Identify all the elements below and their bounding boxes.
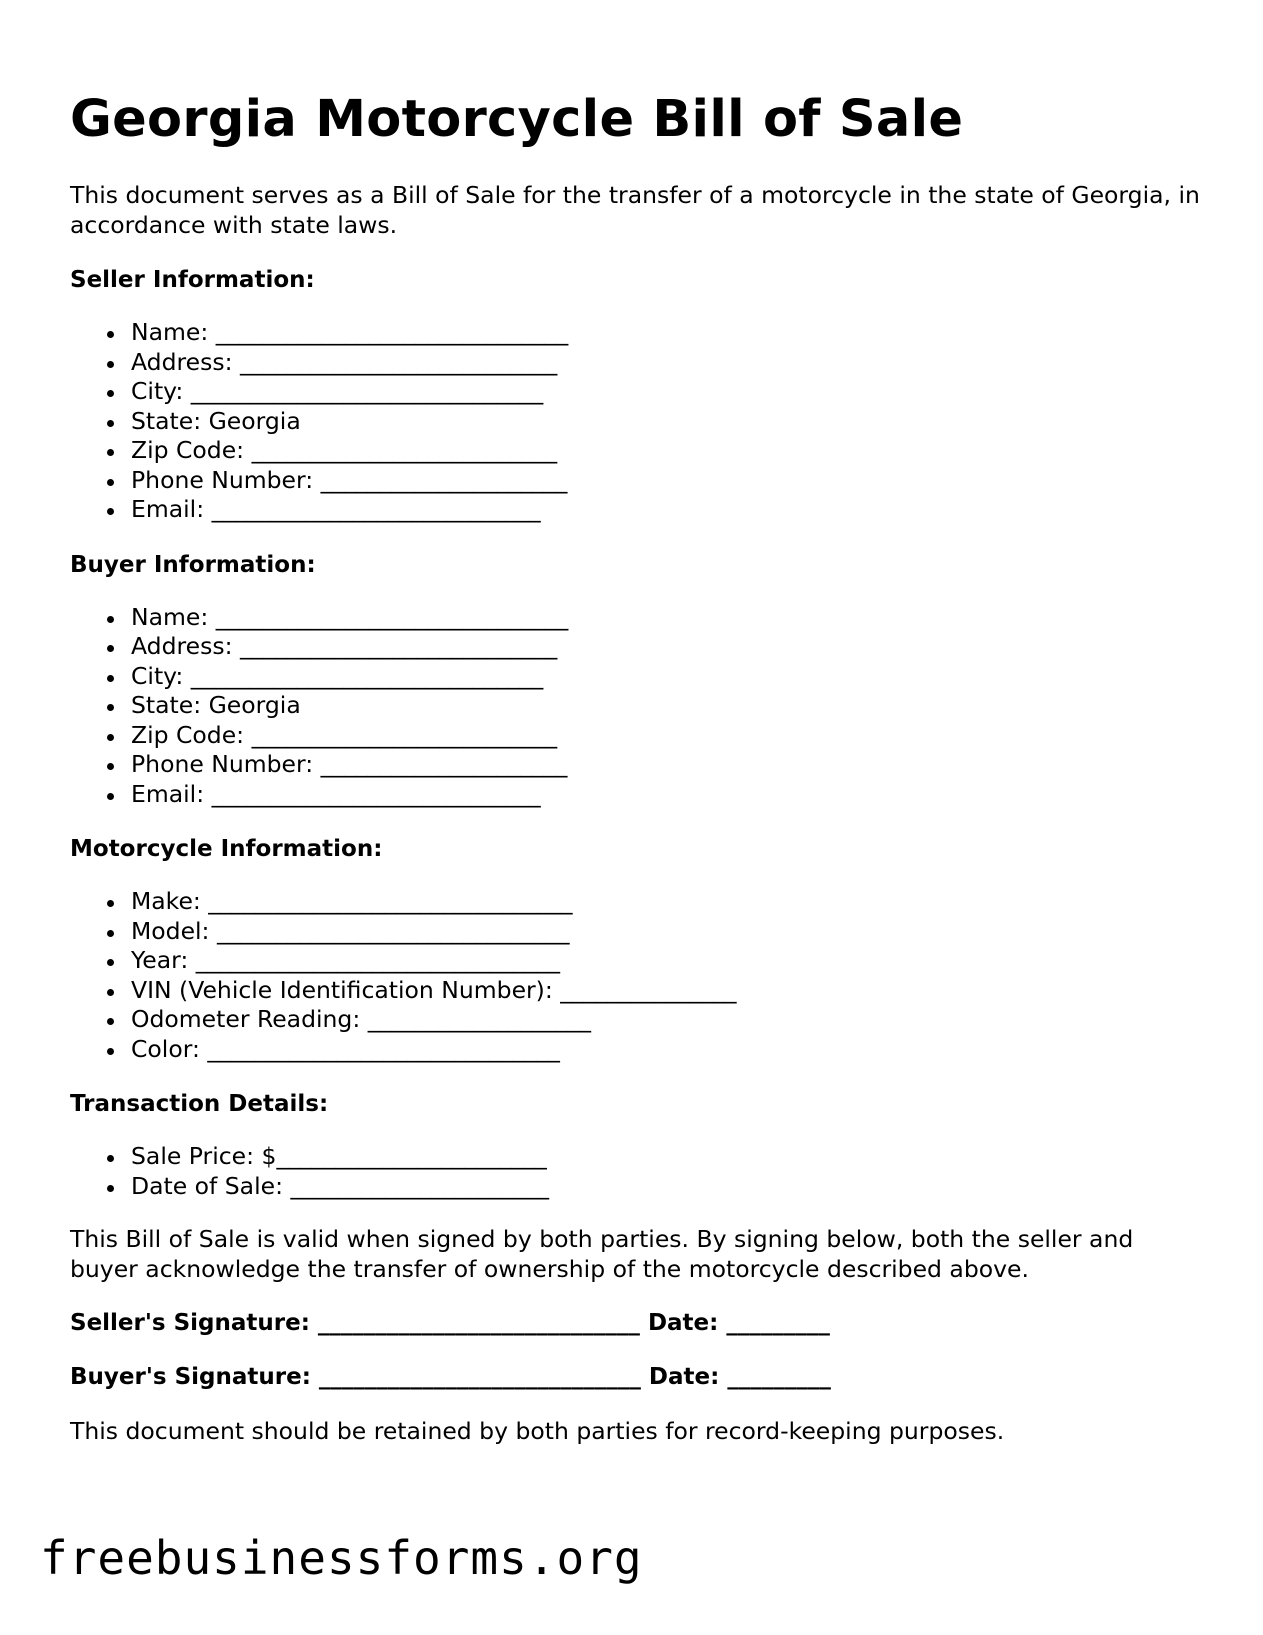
seller-name-field: Name: ______________________________ <box>131 318 1200 348</box>
seller-email-field: Email: ____________________________ <box>131 495 1200 525</box>
buyer-address-field: Address: ___________________________ <box>131 632 1200 662</box>
motorcycle-model-field: Model: ______________________________ <box>131 917 1200 947</box>
seller-state-field: State: Georgia <box>131 407 1200 437</box>
seller-city-field: City: ______________________________ <box>131 377 1200 407</box>
seller-signature-line: Seller's Signature: ____________________________ Date: _________ <box>70 1310 830 1336</box>
motorcycle-info-list <box>70 887 1200 1064</box>
sale-date-field: Date of Sale: ______________________ <box>131 1172 1200 1202</box>
buyer-name-field: Name: ______________________________ <box>131 603 1200 633</box>
closing-paragraph: This Bill of Sale is valid when signed by both parties. By signing below, both the seller and buyer acknowledge the transfer of ownership of the motorcycle described above. <box>70 1225 1134 1283</box>
motorcycle-year-field: Year: _______________________________ <box>131 946 1200 976</box>
buyer-state-field: State: Georgia <box>131 691 1200 721</box>
motorcycle-color-field: Color: ______________________________ <box>131 1035 1200 1065</box>
buyer-signature-line: Buyer's Signature: ____________________________ Date: _________ <box>70 1364 831 1390</box>
document-title: Georgia Motorcycle Bill of Sale <box>70 90 964 149</box>
motorcycle-make-field: Make: _______________________________ <box>131 887 1200 917</box>
seller-phone-field: Phone Number: _____________________ <box>131 466 1200 496</box>
buyer-city-field: City: ______________________________ <box>131 662 1200 692</box>
seller-address-field: Address: ___________________________ <box>131 348 1200 378</box>
buyer-zip-field: Zip Code: __________________________ <box>131 721 1200 751</box>
seller-info-list <box>70 318 1200 525</box>
seller-zip-field: Zip Code: __________________________ <box>131 436 1200 466</box>
buyer-phone-field: Phone Number: _____________________ <box>131 750 1200 780</box>
document-page <box>70 78 1200 1446</box>
motorcycle-section-heading: Motorcycle Information: <box>70 836 383 862</box>
motorcycle-odometer-field: Odometer Reading: ___________________ <box>131 1005 1200 1035</box>
buyer-section-heading: Buyer Information: <box>70 551 316 578</box>
seller-section-heading: Seller Information: <box>70 267 315 293</box>
buyer-info-list <box>70 603 1200 810</box>
transaction-section-heading: Transaction Details: <box>70 1091 329 1117</box>
intro-paragraph: This document serves as a Bill of Sale for the transfer of a motorcycle in the state of Georgia, in accordance with state laws. <box>70 181 1200 239</box>
transaction-info-list <box>70 1142 1200 1201</box>
motorcycle-vin-field: VIN (Vehicle Identification Number): _______________ <box>131 976 1200 1006</box>
retention-note: This document should be retained by both parties for record-keeping purposes. <box>70 1417 1005 1445</box>
watermark-text: freebusinessforms.org <box>40 1531 643 1585</box>
buyer-email-field: Email: ____________________________ <box>131 780 1200 810</box>
sale-price-field: Sale Price: $_______________________ <box>131 1142 1200 1172</box>
